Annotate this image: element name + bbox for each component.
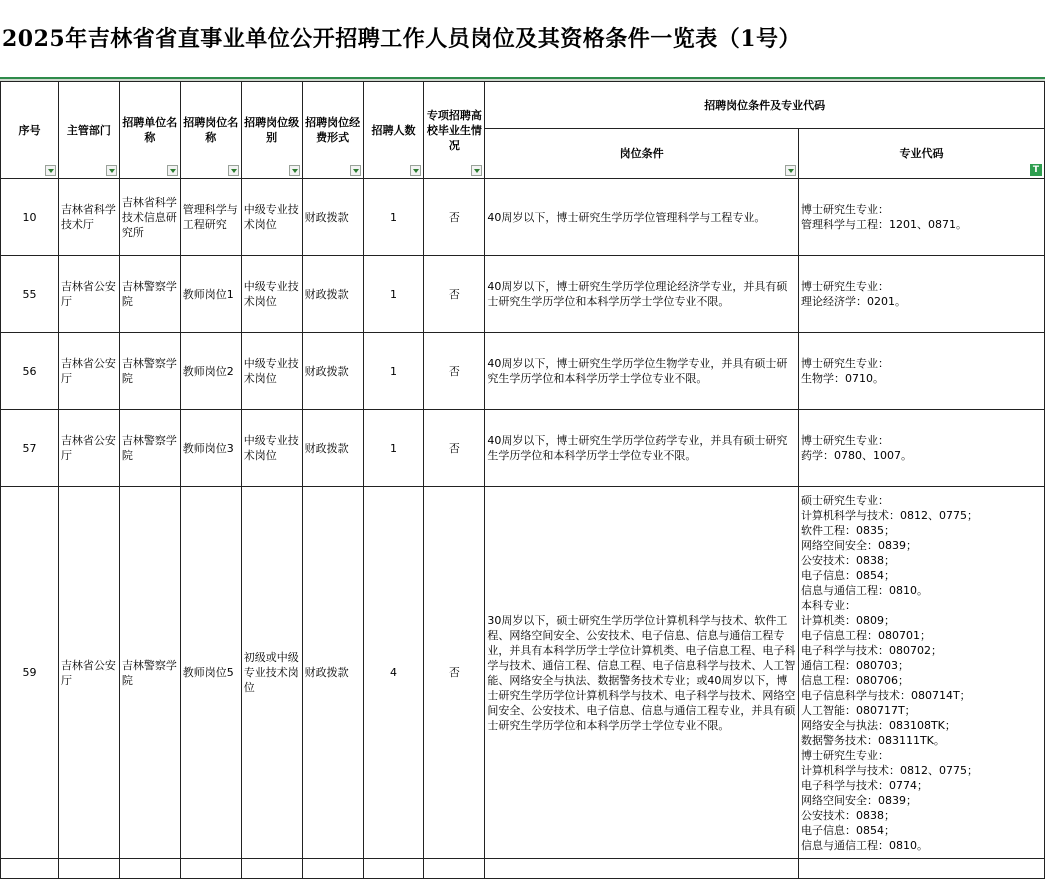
cell-seq: 55 bbox=[1, 256, 59, 333]
cell-conditions: 40周岁以下，博士研究生学历学位生物学专业，并具有硕士研究生学历学位和本科学历学士学位专业不限。 bbox=[485, 333, 799, 410]
cell-seq: 56 bbox=[1, 333, 59, 410]
code-line: 通信工程：080703； bbox=[800, 658, 909, 672]
cell-major-codes bbox=[798, 256, 1044, 333]
cell-graduate: 否 bbox=[424, 179, 485, 256]
code-line: 计算机科学与技术：0812、0775； bbox=[800, 763, 978, 777]
cell-conditions: 40周岁以下，博士研究生学历学位药学专业，并具有硕士研究生学历学位和本科学历学士学位专业不限。 bbox=[485, 410, 799, 487]
code-line: 信息与通信工程：0810。 bbox=[800, 583, 928, 597]
code-line: 网络空间安全：0839； bbox=[800, 793, 917, 807]
code-line: 本科专业： bbox=[800, 598, 856, 612]
empty-cell bbox=[180, 859, 241, 879]
header-group: 招聘岗位条件及专业代码 bbox=[485, 82, 1045, 129]
cell-unit: 吉林警察学院 bbox=[119, 333, 180, 410]
empty-cell bbox=[58, 859, 119, 879]
cell-count: 1 bbox=[363, 179, 424, 256]
table-row[interactable] bbox=[1, 410, 1045, 487]
code-line: 电子信息科学与技术：080714T； bbox=[800, 688, 971, 702]
cell-post: 教师岗位2 bbox=[180, 333, 241, 410]
filter-active-icon[interactable]: T bbox=[1030, 164, 1042, 176]
filter-dropdown-icon[interactable] bbox=[410, 165, 421, 176]
cell-seq: 57 bbox=[1, 410, 59, 487]
empty-cell bbox=[798, 859, 1044, 879]
table-row[interactable] bbox=[1, 256, 1045, 333]
cell-funding: 财政拨款 bbox=[302, 333, 363, 410]
cell-dept: 吉林省公安厅 bbox=[58, 256, 119, 333]
filter-dropdown-icon[interactable] bbox=[471, 165, 482, 176]
cell-graduate: 否 bbox=[424, 333, 485, 410]
cell-count: 1 bbox=[363, 410, 424, 487]
code-line: 生物学：0710。 bbox=[800, 372, 884, 385]
code-line: 管理科学与工程：1201、0871。 bbox=[800, 218, 967, 231]
code-line: 人工智能：080717T； bbox=[800, 703, 916, 717]
code-line: 数据警务技术：083111TK。 bbox=[800, 733, 945, 747]
code-line: 计算机类：0809； bbox=[800, 613, 895, 627]
header-count: 招聘人数 bbox=[363, 82, 424, 179]
header-level: 招聘岗位级别 bbox=[241, 82, 302, 179]
cell-unit: 吉林警察学院 bbox=[119, 256, 180, 333]
cell-dept: 吉林省公安厅 bbox=[58, 487, 119, 859]
empty-cell bbox=[241, 859, 302, 879]
code-line: 博士研究生专业： bbox=[800, 357, 889, 370]
code-line: 电子信息：0854； bbox=[800, 823, 895, 837]
code-line: 博士研究生专业： bbox=[800, 434, 889, 447]
cell-post: 教师岗位3 bbox=[180, 410, 241, 487]
code-line: 信息与通信工程：0810。 bbox=[800, 838, 928, 852]
code-line: 硕士研究生专业： bbox=[800, 493, 889, 507]
code-line: 博士研究生专业： bbox=[800, 280, 889, 293]
cell-dept: 吉林省公安厅 bbox=[58, 333, 119, 410]
cell-count: 4 bbox=[363, 487, 424, 859]
header-post: 招聘岗位名称 bbox=[180, 82, 241, 179]
empty-cell bbox=[119, 859, 180, 879]
header-unit: 招聘单位名称 bbox=[119, 82, 180, 179]
empty-row bbox=[1, 859, 1045, 879]
cell-level: 中级专业技术岗位 bbox=[241, 256, 302, 333]
cell-level: 中级专业技术岗位 bbox=[241, 333, 302, 410]
filter-dropdown-icon[interactable] bbox=[45, 165, 56, 176]
cell-dept: 吉林省科学技术厅 bbox=[58, 179, 119, 256]
cell-conditions: 40周岁以下，博士研究生学历学位管理科学与工程专业。 bbox=[485, 179, 799, 256]
cell-seq: 10 bbox=[1, 179, 59, 256]
code-line: 博士研究生专业： bbox=[800, 748, 889, 762]
code-line: 电子信息：0854； bbox=[800, 568, 895, 582]
header-funding: 招聘岗位经费形式 bbox=[302, 82, 363, 179]
cell-dept: 吉林省公安厅 bbox=[58, 410, 119, 487]
cell-funding: 财政拨款 bbox=[302, 256, 363, 333]
filter-dropdown-icon[interactable] bbox=[289, 165, 300, 176]
code-line: 计算机科学与技术：0812、0775； bbox=[800, 508, 978, 522]
cell-level: 中级专业技术岗位 bbox=[241, 410, 302, 487]
empty-cell bbox=[363, 859, 424, 879]
cell-unit: 吉林警察学院 bbox=[119, 410, 180, 487]
cell-graduate: 否 bbox=[424, 256, 485, 333]
header-seq: 序号 bbox=[1, 82, 59, 179]
empty-cell bbox=[302, 859, 363, 879]
recruitment-table bbox=[0, 81, 1045, 879]
cell-conditions: 40周岁以下，博士研究生学历学位理论经济学专业，并具有硕士研究生学历学位和本科学历学士学位专业不限。 bbox=[485, 256, 799, 333]
filter-dropdown-icon[interactable] bbox=[350, 165, 361, 176]
filter-dropdown-icon[interactable] bbox=[106, 165, 117, 176]
code-line: 信息工程：080706； bbox=[800, 673, 909, 687]
cell-post: 教师岗位5 bbox=[180, 487, 241, 859]
cell-count: 1 bbox=[363, 256, 424, 333]
cell-major-codes bbox=[798, 179, 1044, 256]
code-line: 电子科学与技术：080702； bbox=[800, 643, 942, 657]
empty-cell bbox=[424, 859, 485, 879]
header-major-code: 专业代码 T bbox=[798, 129, 1044, 179]
cell-major-codes bbox=[798, 487, 1044, 859]
code-line: 理论经济学：0201。 bbox=[800, 295, 906, 308]
empty-cell bbox=[485, 859, 799, 879]
cell-level: 中级专业技术岗位 bbox=[241, 179, 302, 256]
code-line: 网络空间安全：0839； bbox=[800, 538, 917, 552]
header-row-1 bbox=[1, 82, 1045, 129]
code-line: 药学：0780、1007。 bbox=[800, 449, 912, 462]
cell-major-codes bbox=[798, 333, 1044, 410]
cell-conditions: 30周岁以下，硕士研究生学历学位计算机科学与技术、软件工程、网络空间安全、公安技术、电子信息、信息与通信工程专业，并具有本科学历学士学位计算机类、电子信息工程、电子科学与技术、通信工程、信息工程、电子信息科学与技术、人工智能、网络安全与执法、数据警务技术专业；或40周岁以下，博士研究生学历学位计算机科学与技术、电子科学与技术、网络空间安全、公安技术、电子信息、信息与通信工程专业，并具有硕士研究生学历学位和本科学历学士学位专业不限。 bbox=[485, 487, 799, 859]
code-line: 电子科学与技术：0774； bbox=[800, 778, 928, 792]
filter-dropdown-icon[interactable] bbox=[167, 165, 178, 176]
cell-post: 教师岗位1 bbox=[180, 256, 241, 333]
cell-graduate: 否 bbox=[424, 410, 485, 487]
cell-unit: 吉林省科学技术信息研究所 bbox=[119, 179, 180, 256]
code-line: 博士研究生专业： bbox=[800, 203, 889, 216]
table-row[interactable] bbox=[1, 333, 1045, 410]
cell-seq: 59 bbox=[1, 487, 59, 859]
header-graduate: 专项招聘高校毕业生情况 bbox=[424, 82, 485, 179]
cell-graduate: 否 bbox=[424, 487, 485, 859]
empty-cell bbox=[1, 859, 59, 879]
code-line: 公安技术：0838； bbox=[800, 553, 895, 567]
cell-count: 1 bbox=[363, 333, 424, 410]
filter-dropdown-icon[interactable] bbox=[228, 165, 239, 176]
filter-dropdown-icon[interactable] bbox=[785, 165, 796, 176]
cell-level: 初级或中级专业技术岗位 bbox=[241, 487, 302, 859]
cell-post: 管理科学与工程研究 bbox=[180, 179, 241, 256]
header-conditions: 岗位条件 bbox=[485, 129, 799, 179]
code-line: 网络安全与执法：083108TK； bbox=[800, 718, 956, 732]
header-dept: 主管部门 bbox=[58, 82, 119, 179]
cell-funding: 财政拨款 bbox=[302, 487, 363, 859]
code-line: 电子信息工程：080701； bbox=[800, 628, 931, 642]
table-row[interactable] bbox=[1, 179, 1045, 256]
cell-unit: 吉林警察学院 bbox=[119, 487, 180, 859]
sheet-title: 2025年吉林省省直事业单位公开招聘工作人员岗位及其资格条件一览表（1号） bbox=[2, 26, 802, 52]
cell-funding: 财政拨款 bbox=[302, 410, 363, 487]
cell-major-codes bbox=[798, 410, 1044, 487]
table-row[interactable] bbox=[1, 487, 1045, 859]
code-line: 公安技术：0838； bbox=[800, 808, 895, 822]
code-line: 软件工程：0835； bbox=[800, 523, 895, 537]
cell-funding: 财政拨款 bbox=[302, 179, 363, 256]
